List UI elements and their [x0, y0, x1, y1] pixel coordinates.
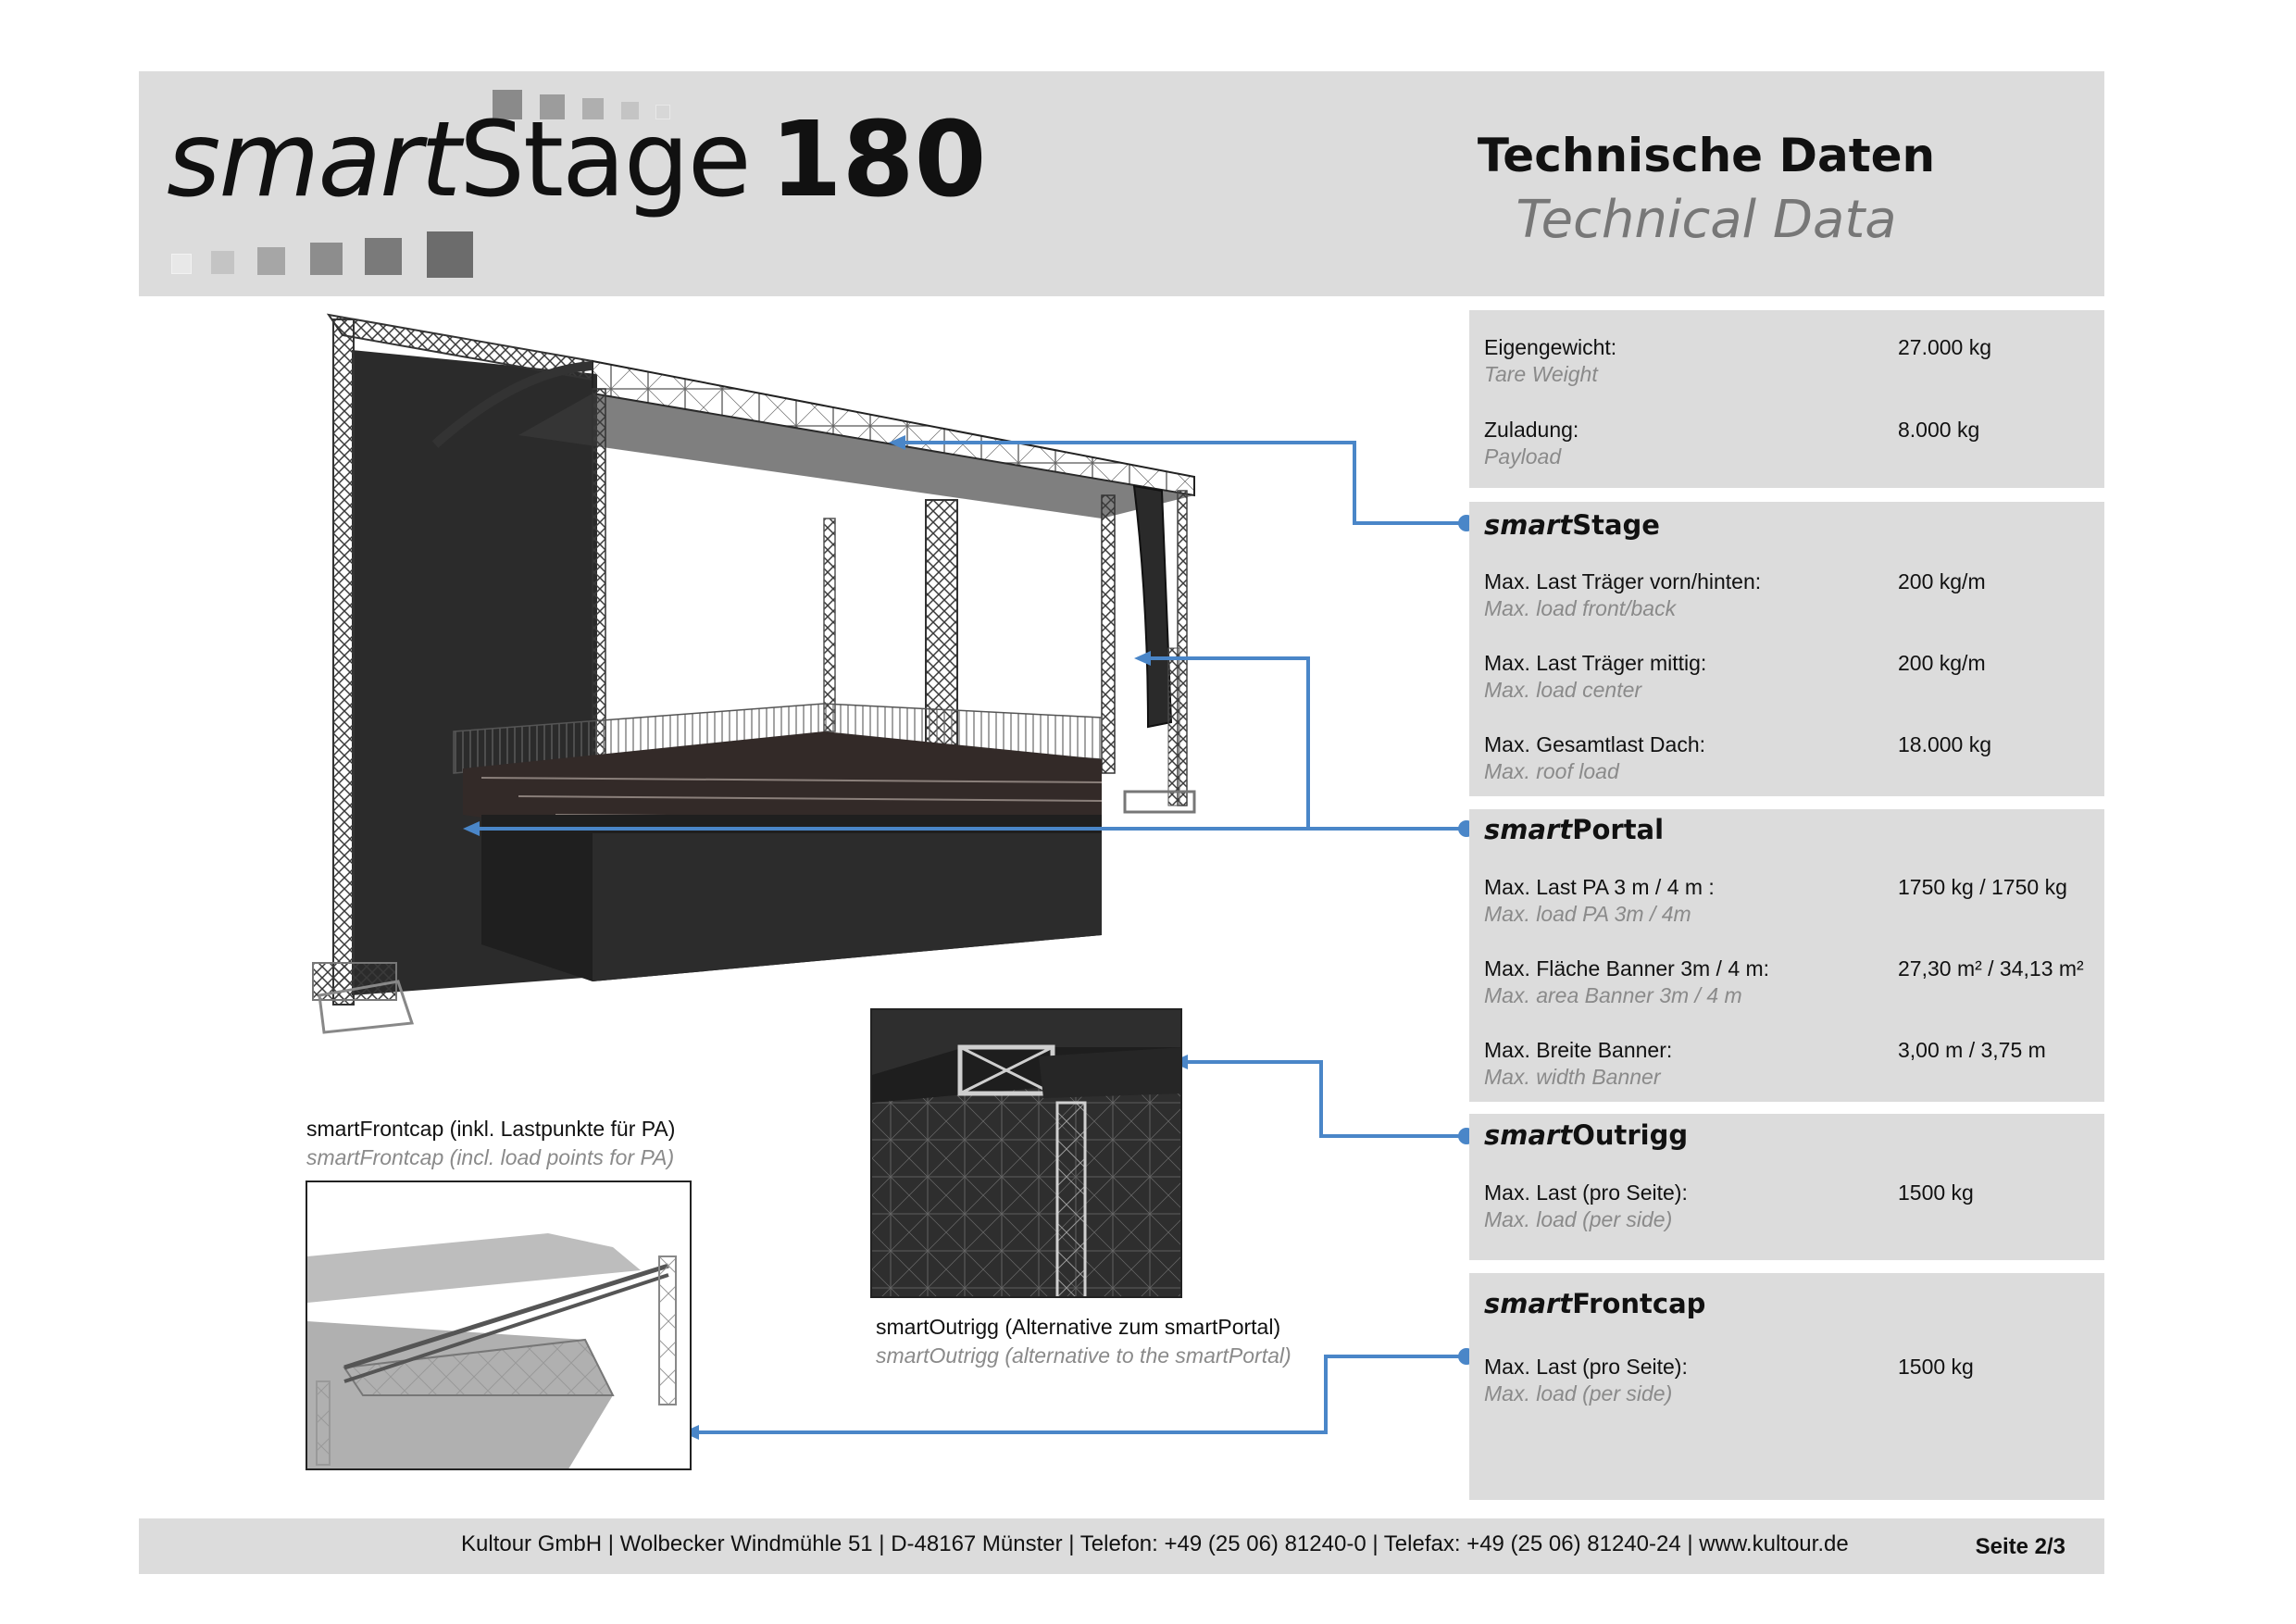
panel-weights: [1469, 310, 2104, 488]
section-name: Portal: [1572, 814, 1665, 845]
title-en: Technical Data: [1516, 190, 1897, 250]
spec-value: 27,30 m² / 34,13 m²: [1898, 956, 2084, 981]
section-name: Outrigg: [1572, 1119, 1689, 1151]
connector-outrigg: [1185, 1062, 1466, 1136]
section-prefix: smart: [1484, 1288, 1573, 1319]
spec-value: 200 kg/m: [1898, 651, 1986, 675]
frontcap-drawing: [307, 1182, 692, 1470]
footer-contact: Kultour GmbH | Wolbecker Windmühle 51 | D-48167 Münster | Telefon: +49 (25 06) 81240-0 | Telefax: +49 (25 06) 81240-24 | www.kultour.de: [461, 1531, 1849, 1556]
spec-label-en: Payload: [1484, 444, 1562, 468]
section-title-smartportal: [1484, 814, 1664, 845]
spec-label-en: Max. load PA 3m / 4m: [1484, 902, 1691, 926]
spec-label-de: Max. Last (pro Seite):: [1484, 1355, 1688, 1379]
section-prefix: smart: [1484, 814, 1573, 845]
title-de: Technische Daten: [1477, 129, 1936, 182]
caption-en: smartFrontcap (incl. load points for PA): [306, 1145, 675, 1169]
caption-en: smartOutrigg (alternative to the smartPortal): [876, 1343, 1292, 1368]
section-title-smartstage: [1484, 509, 1660, 541]
spec-value: 1500 kg: [1898, 1355, 1974, 1379]
spec-row: [1484, 1355, 2086, 1410]
spec-value: 8.000 kg: [1898, 418, 1980, 442]
page-number: Seite 2/3: [1975, 1534, 2065, 1559]
section-name: Frontcap: [1572, 1288, 1706, 1319]
spec-label-de: Max. Breite Banner:: [1484, 1038, 1673, 1062]
spec-value: 200 kg/m: [1898, 569, 1986, 593]
spec-row: [1484, 1181, 2086, 1236]
spec-label-de: Max. Last PA 3 m / 4 m :: [1484, 875, 1715, 899]
spec-value: 18.000 kg: [1898, 732, 1992, 756]
spec-row-payload: [1484, 418, 2086, 473]
spec-label-de: Eigengewicht:: [1484, 335, 1617, 359]
spec-value: 1750 kg / 1750 kg: [1898, 875, 2067, 899]
spec-row: [1484, 569, 2086, 625]
section-title-smartfrontcap: [1484, 1288, 1705, 1319]
spec-value: 1500 kg: [1898, 1181, 1974, 1205]
panel-smartfrontcap: [1469, 1273, 2104, 1500]
spec-row: [1484, 956, 2086, 1012]
logo-prefix: smart: [167, 100, 460, 220]
section-prefix: smart: [1484, 1119, 1573, 1151]
footer-band: [139, 1518, 2104, 1574]
spec-label-en: Max. load (per side): [1484, 1381, 1673, 1405]
stage-pa-speaker: [1134, 486, 1171, 727]
caption-frontcap: [306, 1117, 675, 1170]
spec-row-tare-weight: [1484, 335, 2086, 391]
caption-outrigg: [876, 1315, 1292, 1368]
caption-de: smartOutrigg (Alternative zum smartPortal): [876, 1315, 1281, 1339]
logo-number: 180: [769, 100, 987, 220]
spec-label-de: Max. Last (pro Seite):: [1484, 1181, 1688, 1205]
panel-smartstage: [1469, 502, 2104, 796]
spec-value: 3,00 m / 3,75 m: [1898, 1038, 2046, 1062]
section-title-smartoutrigg: [1484, 1119, 1688, 1151]
spec-label-en: Max. load front/back: [1484, 596, 1677, 620]
spec-label-en: Max. load center: [1484, 678, 1642, 702]
spec-label-en: Max. roof load: [1484, 759, 1619, 783]
stage-deck: [463, 731, 1102, 981]
spec-row: [1484, 651, 2086, 706]
spec-label-en: Max. area Banner 3m / 4 m: [1484, 983, 1742, 1007]
section-name: Stage: [1572, 509, 1660, 541]
spec-label-de: Max. Fläche Banner 3m / 4 m:: [1484, 956, 1770, 981]
spec-label-de: Max. Gesamtlast Dach:: [1484, 732, 1706, 756]
panel-smartoutrigg: [1469, 1114, 2104, 1260]
panel-smartportal: [1469, 809, 2104, 1102]
section-prefix: smart: [1484, 509, 1573, 541]
spec-label-de: Zuladung:: [1484, 418, 1579, 442]
frontcap-inset-image: [306, 1181, 692, 1470]
spec-label-en: Tare Weight: [1484, 362, 1598, 386]
outrigg-inset-image: [870, 1008, 1182, 1298]
caption-de: smartFrontcap (inkl. Lastpunkte für PA): [306, 1117, 676, 1141]
spec-label-de: Max. Last Träger vorn/hinten:: [1484, 569, 1762, 593]
spec-row: [1484, 732, 2086, 788]
spec-label-en: Max. width Banner: [1484, 1065, 1661, 1089]
spec-row: [1484, 875, 2086, 931]
spec-row: [1484, 1038, 2086, 1093]
spec-label-de: Max. Last Träger mittig:: [1484, 651, 1707, 675]
spec-value: 27.000 kg: [1898, 335, 1992, 359]
logo-main: Stage: [459, 100, 750, 220]
connector-arrowhead: [1134, 651, 1151, 666]
outrigg-drawing: [872, 1010, 1182, 1298]
spec-label-en: Max. load (per side): [1484, 1207, 1673, 1231]
